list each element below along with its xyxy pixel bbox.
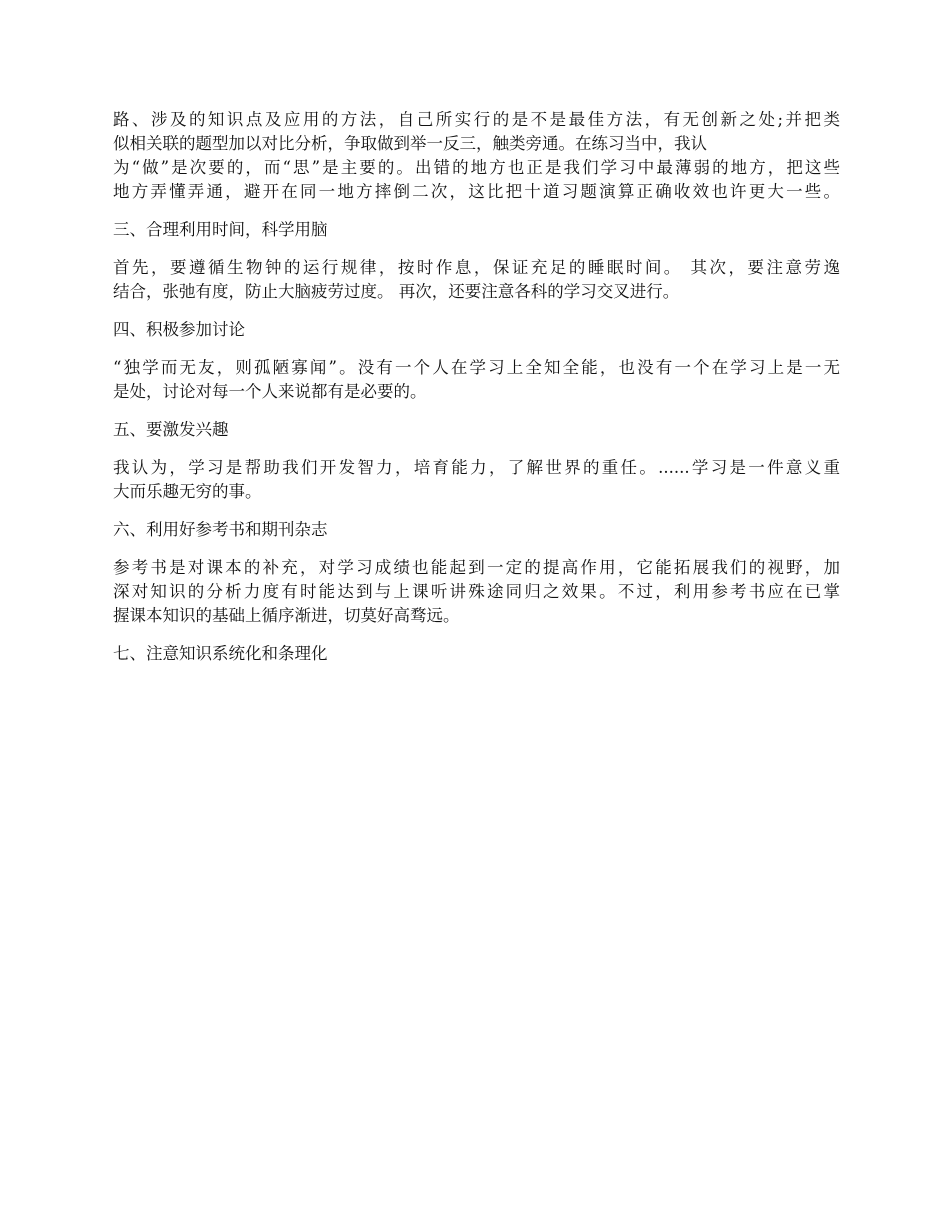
paragraph-practice-reflection: [113, 108, 840, 204]
heading-reference-books: 六、利用好参考书和期刊杂志: [113, 520, 328, 539]
paragraph-line: 路、涉及的知识点及应用的方法，自己所实行的是不是最佳方法，有无创新之处;并把类: [113, 110, 840, 129]
paragraph-interest: [113, 456, 840, 504]
paragraph-time-management: [113, 256, 840, 304]
paragraph-line: 是处，讨论对每一个人来说都有是必要的。: [113, 382, 427, 401]
heading-discussion: 四、积极参加讨论: [113, 320, 245, 339]
paragraph-line: 大而乐趣无穷的事。: [113, 482, 262, 501]
paragraph-line: 似相关联的题型加以对比分析，争取做到举一反三，触类旁通。在练习当中，我认: [113, 134, 707, 153]
paragraph-line: 参考书是对课本的补充，对学习成绩也能起到一定的提高作用，它能拓展我们的视野，加: [113, 558, 840, 577]
document-page: [113, 108, 840, 680]
paragraph-line: 深对知识的分析力度有时能达到与上课听讲殊途同归之效果。不过，利用参考书应在已掌: [113, 582, 840, 601]
heading-time-management: 三、合理利用时间，科学用脑: [113, 220, 328, 239]
paragraph-discussion: [113, 356, 840, 404]
paragraph-line: 首先，要遵循生物钟的运行规律，按时作息，保证充足的睡眠时间。 其次，要注意劳逸: [113, 258, 840, 277]
paragraph-line: 为“做”是次要的，而“思”是主要的。出错的地方也正是我们学习中最薄弱的地方，把这些: [113, 158, 840, 177]
paragraph-reference-books: [113, 556, 840, 628]
paragraph-line: 结合，张弛有度，防止大脑疲劳过度。 再次，还要注意各科的学习交叉进行。: [113, 282, 680, 301]
paragraph-line: 我认为，学习是帮助我们开发智力，培育能力，了解世界的重任。......学习是一件意义重: [113, 458, 840, 477]
paragraph-line: 地方弄懂弄通，避开在同一地方摔倒二次，这比把十道习题演算正确收效也许更大一些。: [113, 182, 840, 201]
paragraph-line: “独学而无友，则孤陋寡闻”。没有一个人在学习上全知全能，也没有一个在学习上是一无: [113, 358, 840, 377]
heading-systematization: 七、注意知识系统化和条理化: [113, 644, 328, 663]
paragraph-line: 握课本知识的基础上循序渐进，切莫好高骛远。: [113, 606, 460, 625]
heading-interest: 五、要激发兴趣: [113, 420, 229, 439]
